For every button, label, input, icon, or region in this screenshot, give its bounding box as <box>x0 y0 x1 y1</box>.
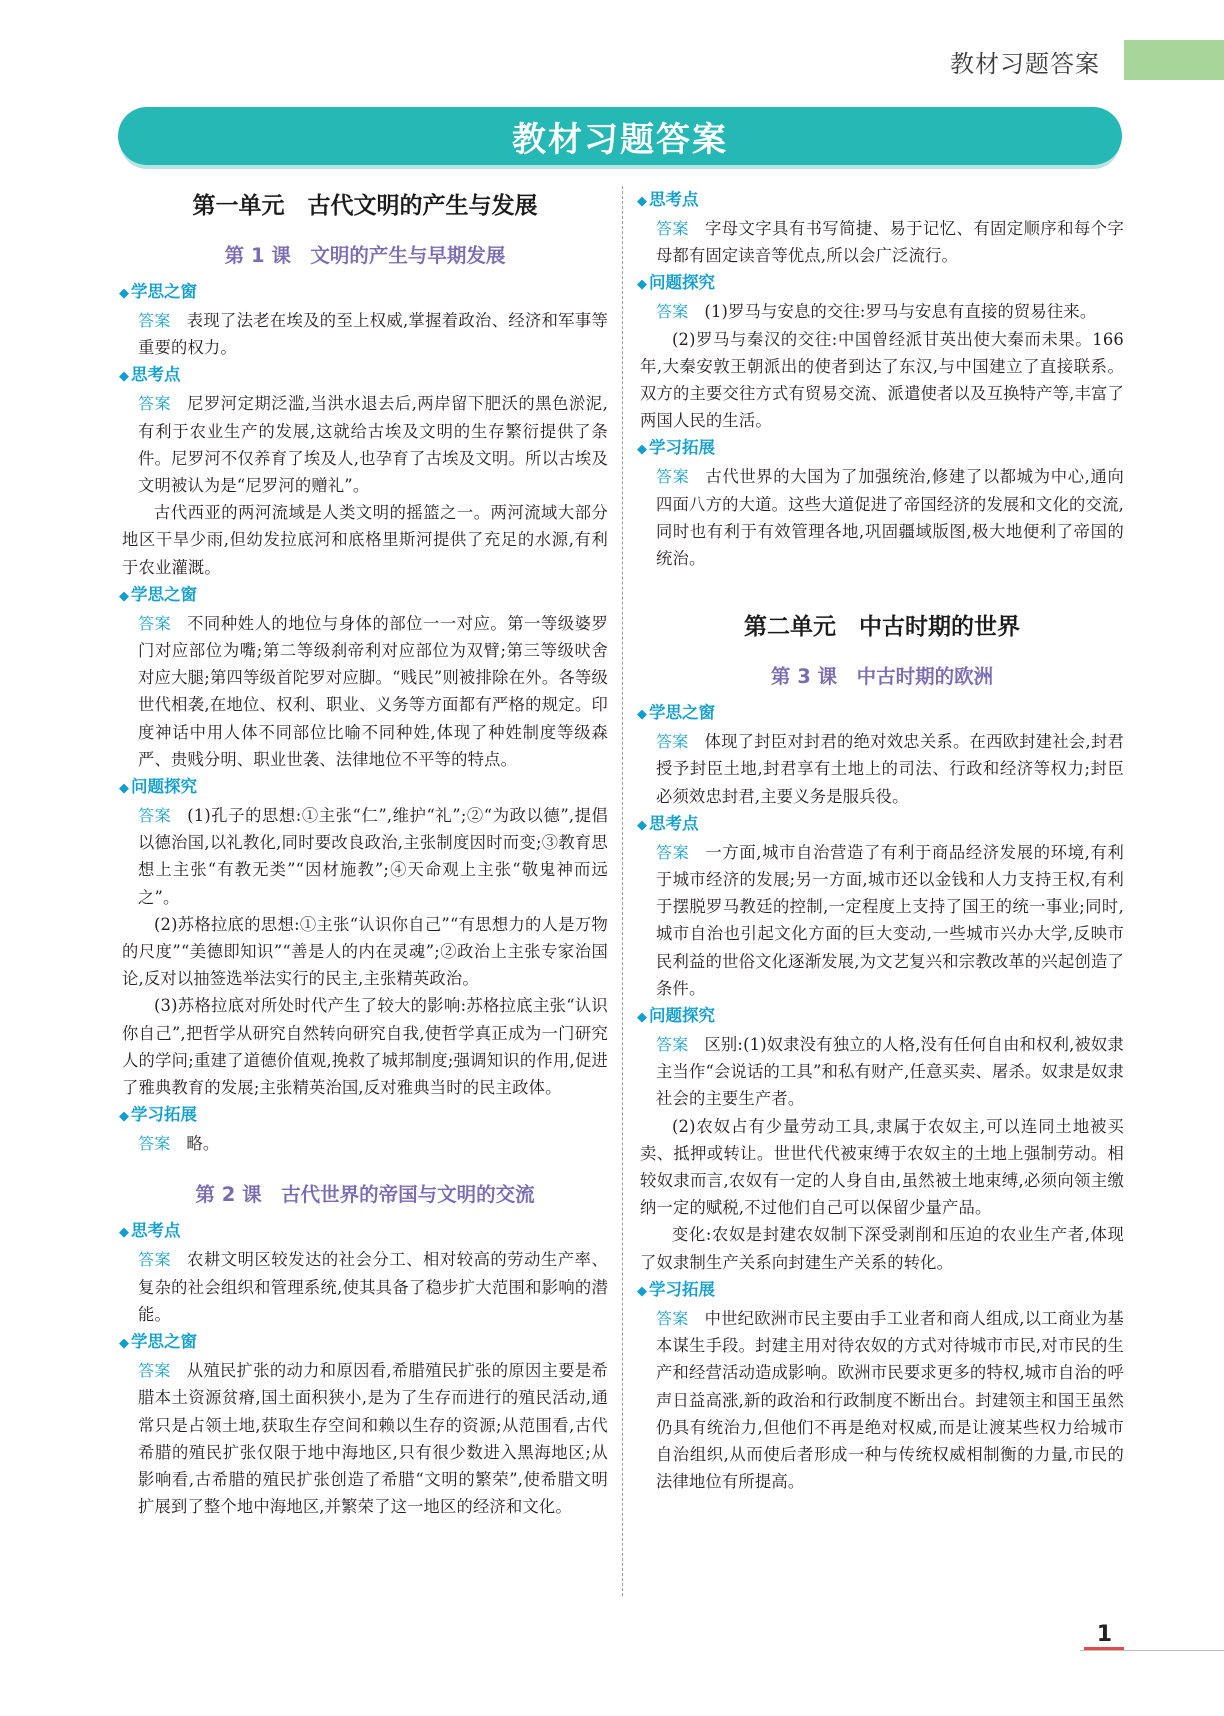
lesson-title: 第 3 课 中古时期的欧洲 <box>770 665 994 689</box>
column-divider <box>622 186 623 1596</box>
answer-label: 答案 <box>138 1134 171 1154</box>
answer-label: 答案 <box>656 732 689 752</box>
section <box>119 581 608 773</box>
section-heading: ◆ 思考点 <box>119 1221 181 1241</box>
paragraph: (2)农奴占有少量劳动工具,隶属于农奴主,可以连同土地被买卖、抵押或转让。世世代代被束缚于农奴主的土地上强制劳动。相较奴隶而言,农奴有一定的人身自由,虽然被土地束缚,必须向领主缴纳一定的赋税,不过他们自己可以保留少量产品。 <box>640 1116 1124 1218</box>
diamond-icon: ◆ <box>637 1283 647 1299</box>
answer-paragraph: 答案 略。 <box>138 1134 220 1154</box>
section-heading: ◆ 学思之窗 <box>119 1332 197 1352</box>
answer-label: 答案 <box>656 467 690 487</box>
lesson-title: 第 1 课 文明的产生与早期发展 <box>224 244 506 267</box>
answer-paragraph: 答案 从殖民扩张的动力和原因看,希腊殖民扩张的原因主要是希腊本土资源贫瘠,国土面积狭小,是为了生存而进行的殖民活动,通常只是占领土地,获取生存空间和赖以生存的资源;从范围看,古代希腊的殖民扩张仅限于地中海地区,只有很少数进入黑海地区;从影响看,古希腊的殖民扩张创造了希腊“文明的繁荣”,使希腊文明扩展到了整个地中海地区,并繁荣了这一地区的经济和文化。 <box>138 1361 608 1517</box>
answer-label: 答案 <box>656 1035 689 1055</box>
title-banner <box>118 107 1122 165</box>
answer-label: 答案 <box>138 1361 171 1381</box>
footer-rule <box>1080 1650 1224 1651</box>
section-heading: ◆ 学思之窗 <box>119 584 197 604</box>
section-heading: ◆ 问题探究 <box>637 1006 715 1026</box>
answer-paragraph: 答案 字母文字具有书写简捷、易于记忆、有固定顺序和每个字母都有固定读音等优点,所以会广泛流行。 <box>656 219 1124 266</box>
header-tab-decoration <box>1124 40 1224 80</box>
answer-paragraph: 答案 一方面,城市自治营造了有利于商品经济发展的环境,有利于城市经济的发展;另一方面,城市还以金钱和人力支持王权,有利于摆脱罗马教廷的控制,一定程度上支持了国王的统一事业;同时,城市自治也引起文化方面的巨大变动,一些城市兴办大学,反映市民利益的世俗文化逐渐发展,为文艺复兴和宗教改革的兴起创造了条件。 <box>656 842 1124 998</box>
section <box>637 699 1124 810</box>
answer-label: 答案 <box>656 1308 689 1328</box>
diamond-icon: ◆ <box>119 286 129 301</box>
section <box>637 269 1124 434</box>
answer-paragraph: 答案 古代世界的大国为了加强统治,修建了以都城为中心,通向四面八方的大道。这些大道促进了帝国经济的发展和文化的交流,同时也有利于有效管理各地,巩固疆域版图,极大地便利了帝国的统治。 <box>656 467 1124 569</box>
answer-label: 答案 <box>138 1250 172 1270</box>
section <box>119 1101 608 1157</box>
answer-label: 答案 <box>138 311 171 330</box>
section-heading: ◆ 问题探究 <box>119 777 197 797</box>
answer-paragraph: 答案 (1)孔子的思想:①主张“仁”,维护“礼”;②“为政以德”,提倡以德治国,以礼教化,同时要改良政治,主张制度因时而变;③教育思想上主张“有教无类”“因材施教”;④天命观上主张“敬鬼神而远之”。 <box>138 806 608 907</box>
section <box>637 810 1124 1002</box>
diamond-icon: ◆ <box>637 817 647 833</box>
paragraph: (3)苏格拉底对所处时代产生了较大的影响:苏格拉底主张“认识你自己”,把哲学从研究自然转向研究自我,使哲学真正成为一门研究人的学问;重建了道德价值观,挽救了城邦制度;强调知识的作用,促进了雅典教育的发展;主张精英治国,反对雅典当时的民主政体。 <box>122 996 608 1098</box>
banner-title: 教材习题答案 <box>512 119 728 160</box>
answer-paragraph: 答案 不同种姓人的地位与身体的部位一一对应。第一等级婆罗门对应部位为嘴;第二等级刹帝利对应部位为双臂;第三等级吠舍对应大腿;第四等级首陀罗对应脚。“贱民”则被排除在外。各等级世代相袭,在地位、权利、职业、义务等方面都有严格的规定。印度神话中用人体不同部位比喻不同种姓,体现了种姓制度等级森严、贵贱分明、职业世袭、法律地位不平等的特点。 <box>138 613 608 769</box>
paragraph: 古代西亚的两河流域是人类文明的摇篮之一。两河流域大部分地区干旱少雨,但幼发拉底河和底格里斯河提供了充足的水源,有利于农业灌溉。 <box>122 503 608 577</box>
footer-accent <box>1084 1647 1124 1650</box>
section-heading: ◆ 思考点 <box>119 365 181 385</box>
answer-paragraph: 答案 尼罗河定期泛滥,当洪水退去后,两岸留下肥沃的黑色淤泥,有利于农业生产的发展,这就给古埃及文明的生存繁衍提供了条件。尼罗河不仅养育了埃及人,也孕育了古埃及文明。所以古埃及文明被认为是“尼罗河的赠礼”。 <box>138 394 608 496</box>
section <box>637 186 1124 269</box>
right-column <box>637 186 1124 1495</box>
answer-label: 答案 <box>138 394 172 414</box>
diamond-icon: ◆ <box>119 1336 129 1352</box>
section <box>119 278 608 361</box>
diamond-icon: ◆ <box>637 707 647 723</box>
answer-paragraph: 答案 中世纪欧洲市民主要由手工业者和商人组成,以工商业为基本谋生手段。封建主用对待农奴的方式对待城市市民,对市民的生产和经营活动造成影响。欧洲市民要求更多的特权,城市自治的呼声日益高涨,新的政治和行政制度不断出台。封建领主和国王虽然仍具有统治力,但他们不再是绝对权威,而是让渡某些权力给城市自治组织,从而使后者形成一种与传统权威相制衡的力量,市民的法律地位有所提高。 <box>656 1308 1124 1492</box>
answer-label: 答案 <box>138 613 172 633</box>
diamond-icon: ◆ <box>637 1010 647 1026</box>
section <box>119 773 608 1101</box>
left-column <box>119 183 608 1520</box>
answer-paragraph: 答案 区别:(1)奴隶没有独立的人格,没有任何自由和权利,被奴隶主当作“会说话的工具”和私有财产,任意买卖、屠杀。奴隶是奴隶社会的主要生产者。 <box>656 1035 1124 1109</box>
diamond-icon: ◆ <box>119 588 129 604</box>
diamond-icon: ◆ <box>119 369 129 385</box>
paragraph: (2)罗马与秦汉的交往:中国曾经派甘英出使大秦而未果。166 年,大秦安敦王朝派出的使者到达了东汉,与中国建立了直接联系。双方的主要交往方式有贸易交流、派遣使者以及互换特产等,丰富了两国人民的生活。 <box>640 329 1124 431</box>
answer-paragraph: 答案 体现了封臣对封君的绝对效忠关系。在西欧封建社会,封君授予封臣土地,封君享有土地上的司法、行政和经济等权力;封臣必须效忠封君,主要义务是服兵役。 <box>656 732 1124 806</box>
section <box>637 1002 1124 1276</box>
answer-label: 答案 <box>656 842 690 862</box>
answer-label: 答案 <box>656 302 689 322</box>
answer-paragraph: 答案 (1)罗马与安息的交往:罗马与安息有直接的贸易往来。 <box>656 302 1097 322</box>
answer-label: 答案 <box>656 219 689 238</box>
page-number: 1 <box>1096 1622 1112 1647</box>
section-heading: ◆ 学习拓展 <box>637 438 715 458</box>
section-heading: ◆ 学思之窗 <box>637 703 715 723</box>
section-heading: ◆ 思考点 <box>637 190 699 209</box>
unit-title: 第二单元 中古时期的世界 <box>744 614 1020 641</box>
paragraph: 变化:农奴是封建农奴制下深受剥削和压迫的农业生产者,体现了奴隶制生产关系向封建生产关系的转化。 <box>640 1225 1124 1272</box>
diamond-icon: ◆ <box>637 277 647 293</box>
diamond-icon: ◆ <box>119 1109 129 1125</box>
section <box>637 1276 1124 1495</box>
section-heading: ◆ 学习拓展 <box>637 1279 715 1299</box>
section-heading: ◆ 思考点 <box>637 813 699 833</box>
section-heading: ◆ 学思之窗 <box>119 282 197 301</box>
diamond-icon: ◆ <box>637 194 647 209</box>
unit-title: 第一单元 古代文明的产生与发展 <box>192 193 538 219</box>
answer-label: 答案 <box>138 806 172 826</box>
lesson-title: 第 2 课 古代世界的帝国与文明的交流 <box>195 1183 535 1207</box>
section <box>637 434 1124 572</box>
running-header: 教材习题答案 <box>950 50 1100 78</box>
diamond-icon: ◆ <box>119 781 129 797</box>
answer-paragraph: 答案 农耕文明区较发达的社会分工、相对较高的劳动生产率、复杂的社会组织和管理系统,使其具备了稳步扩大范围和影响的潜能。 <box>138 1250 608 1324</box>
section-heading: ◆ 问题探究 <box>637 273 715 293</box>
section <box>119 361 608 580</box>
answer-paragraph: 答案 表现了法老在埃及的至上权威,掌握着政治、经济和军事等重要的权力。 <box>138 311 608 358</box>
section <box>119 1328 608 1520</box>
diamond-icon: ◆ <box>119 1225 129 1241</box>
section-heading: ◆ 学习拓展 <box>119 1105 197 1125</box>
section <box>119 1217 608 1328</box>
diamond-icon: ◆ <box>637 442 647 458</box>
paragraph: (2)苏格拉底的思想:①主张“认识你自己”“有思想力的人是万物的尺度”“美德即知识”“善是人的内在灵魂”;②政治上主张专家治国论,反对以抽签选举法实行的民主,主张精英政治。 <box>122 914 608 989</box>
